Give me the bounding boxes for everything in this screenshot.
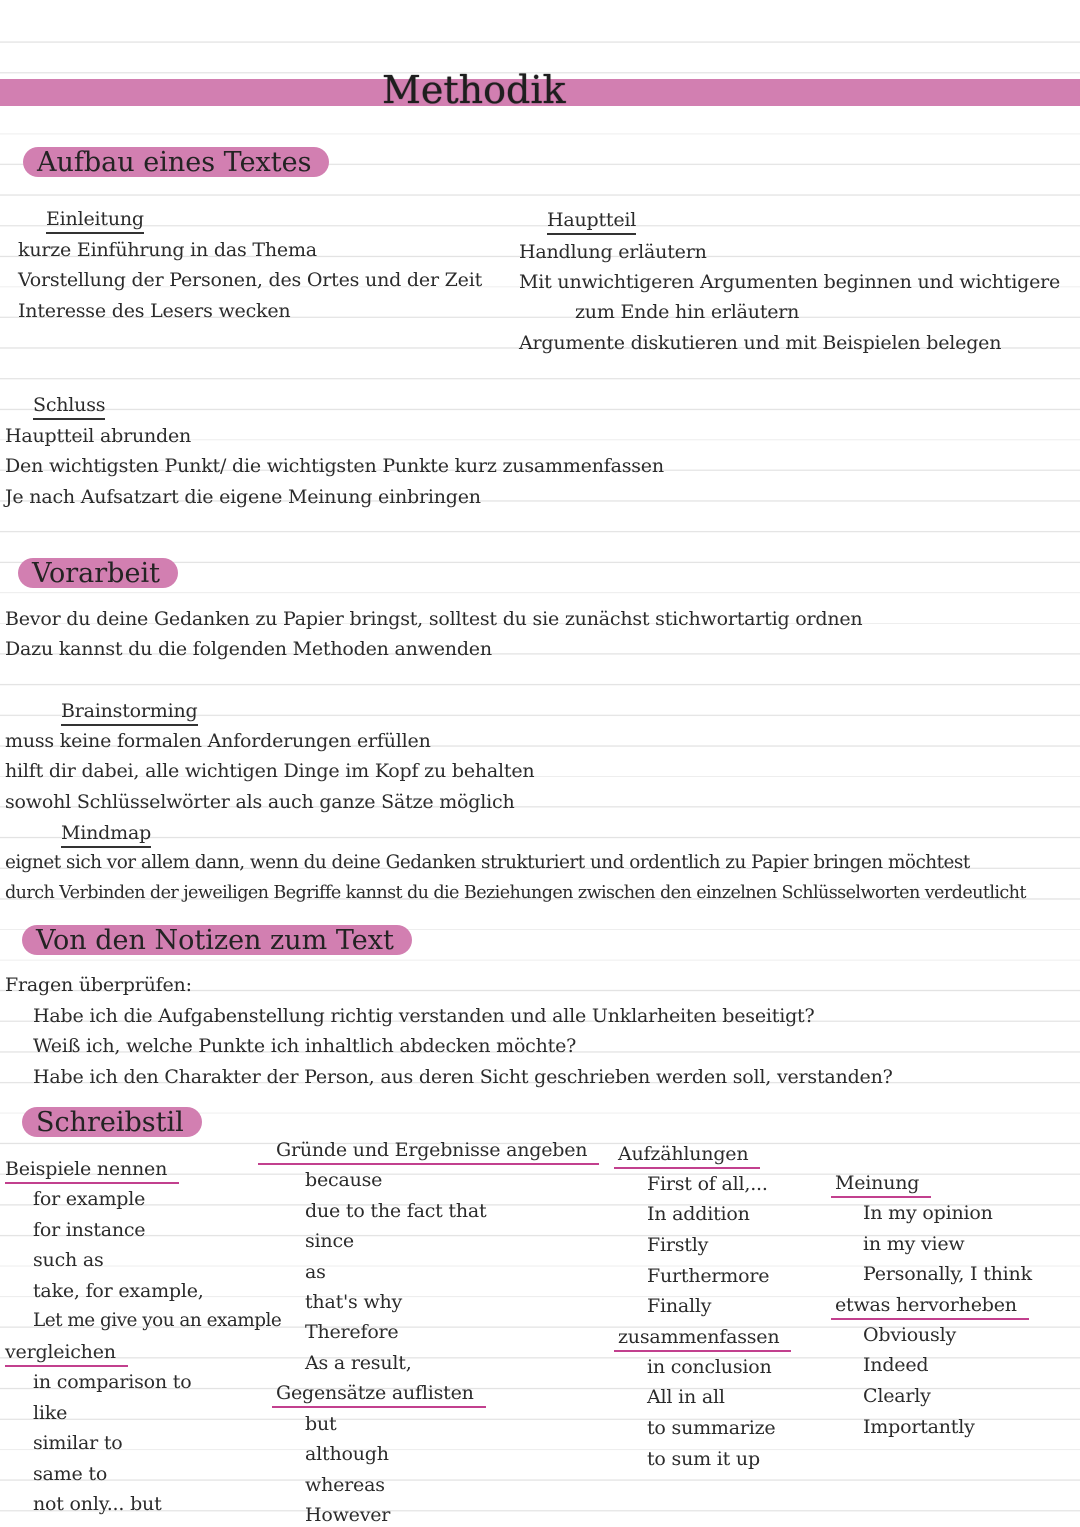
- section-heading-aufbau: Aufbau eines Textes: [23, 147, 329, 177]
- hervorheben-item: Indeed: [863, 1354, 929, 1376]
- gegensaetze-item: whereas: [305, 1474, 385, 1496]
- meinung-title: Meinung: [831, 1171, 931, 1198]
- hauptteil-item: zum Ende hin erläutern: [575, 301, 800, 323]
- aufzaehlungen-item: First of all,...: [647, 1173, 768, 1195]
- section-heading-notizen: Von den Notizen zum Text: [22, 925, 412, 955]
- zusammenfassen-item: to sum it up: [647, 1448, 760, 1470]
- meinung-item: in my view: [863, 1233, 965, 1255]
- einleitung-item: Vorstellung der Personen, des Ortes und der Zeit: [18, 269, 483, 291]
- hauptteil-item: Mit unwichtigeren Argumenten beginnen und wichtigere: [519, 271, 1061, 293]
- aufzaehlungen-item: Finally: [647, 1295, 712, 1317]
- zusammenfassen-title: zusammenfassen: [614, 1325, 791, 1352]
- gruende-item: Therefore: [305, 1321, 399, 1343]
- aufzaehlungen-item: Furthermore: [647, 1265, 770, 1287]
- brainstorming-item: hilft dir dabei, alle wichtigen Dinge im Kopf zu behalten: [5, 760, 535, 782]
- zusammenfassen-item: All in all: [647, 1386, 725, 1408]
- einleitung-title: Einleitung: [46, 207, 144, 234]
- vergleichen-item: in comparison to: [33, 1371, 192, 1393]
- vorarbeit-intro-line: Dazu kannst du die folgenden Methoden anwenden: [5, 638, 492, 660]
- meinung-item: In my opinion: [863, 1202, 993, 1224]
- gruende-item: As a result,: [305, 1352, 412, 1374]
- mindmap-title: Mindmap: [61, 821, 151, 848]
- gruende-item: since: [305, 1230, 354, 1252]
- hervorheben-item: Obviously: [863, 1324, 956, 1346]
- mindmap-item: durch Verbinden der jeweiligen Begriffe kannst du die Beziehungen zwischen den einzelnen Schlüsselworten verdeutlicht: [5, 883, 1026, 903]
- hervorheben-title: etwas hervorheben: [831, 1293, 1029, 1320]
- gegensaetze-title: Gegensätze auflisten: [272, 1381, 486, 1408]
- hauptteil-item: Handlung erläutern: [519, 241, 707, 263]
- beispiele-item: Let me give you an example: [33, 1310, 282, 1331]
- page-title: Methodik: [382, 68, 566, 112]
- gruende-item: that's why: [305, 1291, 403, 1313]
- beispiele-item: take, for example,: [33, 1280, 204, 1302]
- zusammenfassen-item: in conclusion: [647, 1356, 772, 1378]
- notizen-question: Habe ich die Aufgabenstellung richtig verstanden und alle Unklarheiten beseitigt?: [33, 1005, 815, 1027]
- beispiele-item: for instance: [33, 1219, 146, 1241]
- vergleichen-item: not only... but: [33, 1493, 162, 1515]
- vergleichen-item: same to: [33, 1463, 108, 1485]
- notizen-question: Habe ich den Charakter der Person, aus deren Sicht geschrieben werden soll, verstanden?: [33, 1066, 893, 1088]
- vergleichen-item: like: [33, 1402, 68, 1424]
- aufzaehlungen-item: In addition: [647, 1203, 750, 1225]
- beispiele-item: such as: [33, 1249, 104, 1271]
- aufzaehlungen-title: Aufzählungen: [614, 1142, 760, 1169]
- brainstorming-item: muss keine formalen Anforderungen erfüllen: [5, 730, 431, 752]
- notizen-label: Fragen überprüfen:: [5, 974, 192, 996]
- gruende-title: Gründe und Ergebnisse angeben: [258, 1138, 599, 1165]
- notizen-question: Weiß ich, welche Punkte ich inhaltlich abdecken möchte?: [33, 1035, 577, 1057]
- mindmap-item: eignet sich vor allem dann, wenn du deine Gedanken strukturiert und ordentlich zu Papier bringen möchtest: [5, 852, 970, 873]
- vorarbeit-intro-line: Bevor du deine Gedanken zu Papier bringst, solltest du sie zunächst stichwortartig ordnen: [5, 608, 863, 630]
- schluss-item: Den wichtigsten Punkt/ die wichtigsten Punkte kurz zusammenfassen: [5, 455, 664, 477]
- hauptteil-title: Hauptteil: [547, 208, 636, 235]
- gegensaetze-item: but: [305, 1413, 337, 1435]
- meinung-item: Personally, I think: [863, 1263, 1032, 1285]
- schluss-item: Hauptteil abrunden: [5, 425, 192, 447]
- aufzaehlungen-item: Firstly: [647, 1234, 709, 1256]
- schluss-title: Schluss: [33, 393, 105, 420]
- hervorheben-item: Clearly: [863, 1385, 931, 1407]
- vergleichen-item: similar to: [33, 1432, 123, 1454]
- gegensaetze-item: although: [305, 1443, 389, 1465]
- einleitung-item: Interesse des Lesers wecken: [18, 300, 291, 322]
- gruende-item: due to the fact that: [305, 1200, 487, 1222]
- brainstorming-item: sowohl Schlüsselwörter als auch ganze Sätze möglich: [5, 791, 515, 813]
- gruende-item: because: [305, 1169, 383, 1191]
- hervorheben-item: Importantly: [863, 1416, 975, 1438]
- zusammenfassen-item: to summarize: [647, 1417, 776, 1439]
- beispiele-item: for example: [33, 1188, 146, 1210]
- gegensaetze-item: However: [305, 1504, 391, 1526]
- section-heading-schreibstil: Schreibstil: [22, 1107, 202, 1137]
- hauptteil-item: Argumente diskutieren und mit Beispielen belegen: [519, 332, 1002, 354]
- einleitung-item: kurze Einführung in das Thema: [18, 239, 317, 261]
- schluss-item: Je nach Aufsatzart die eigene Meinung einbringen: [5, 486, 481, 508]
- brainstorming-title: Brainstorming: [61, 699, 198, 726]
- section-heading-vorarbeit: Vorarbeit: [18, 558, 178, 588]
- gruende-item: as: [305, 1261, 326, 1283]
- vergleichen-title: vergleichen: [5, 1340, 128, 1367]
- beispiele-title: Beispiele nennen: [5, 1157, 179, 1184]
